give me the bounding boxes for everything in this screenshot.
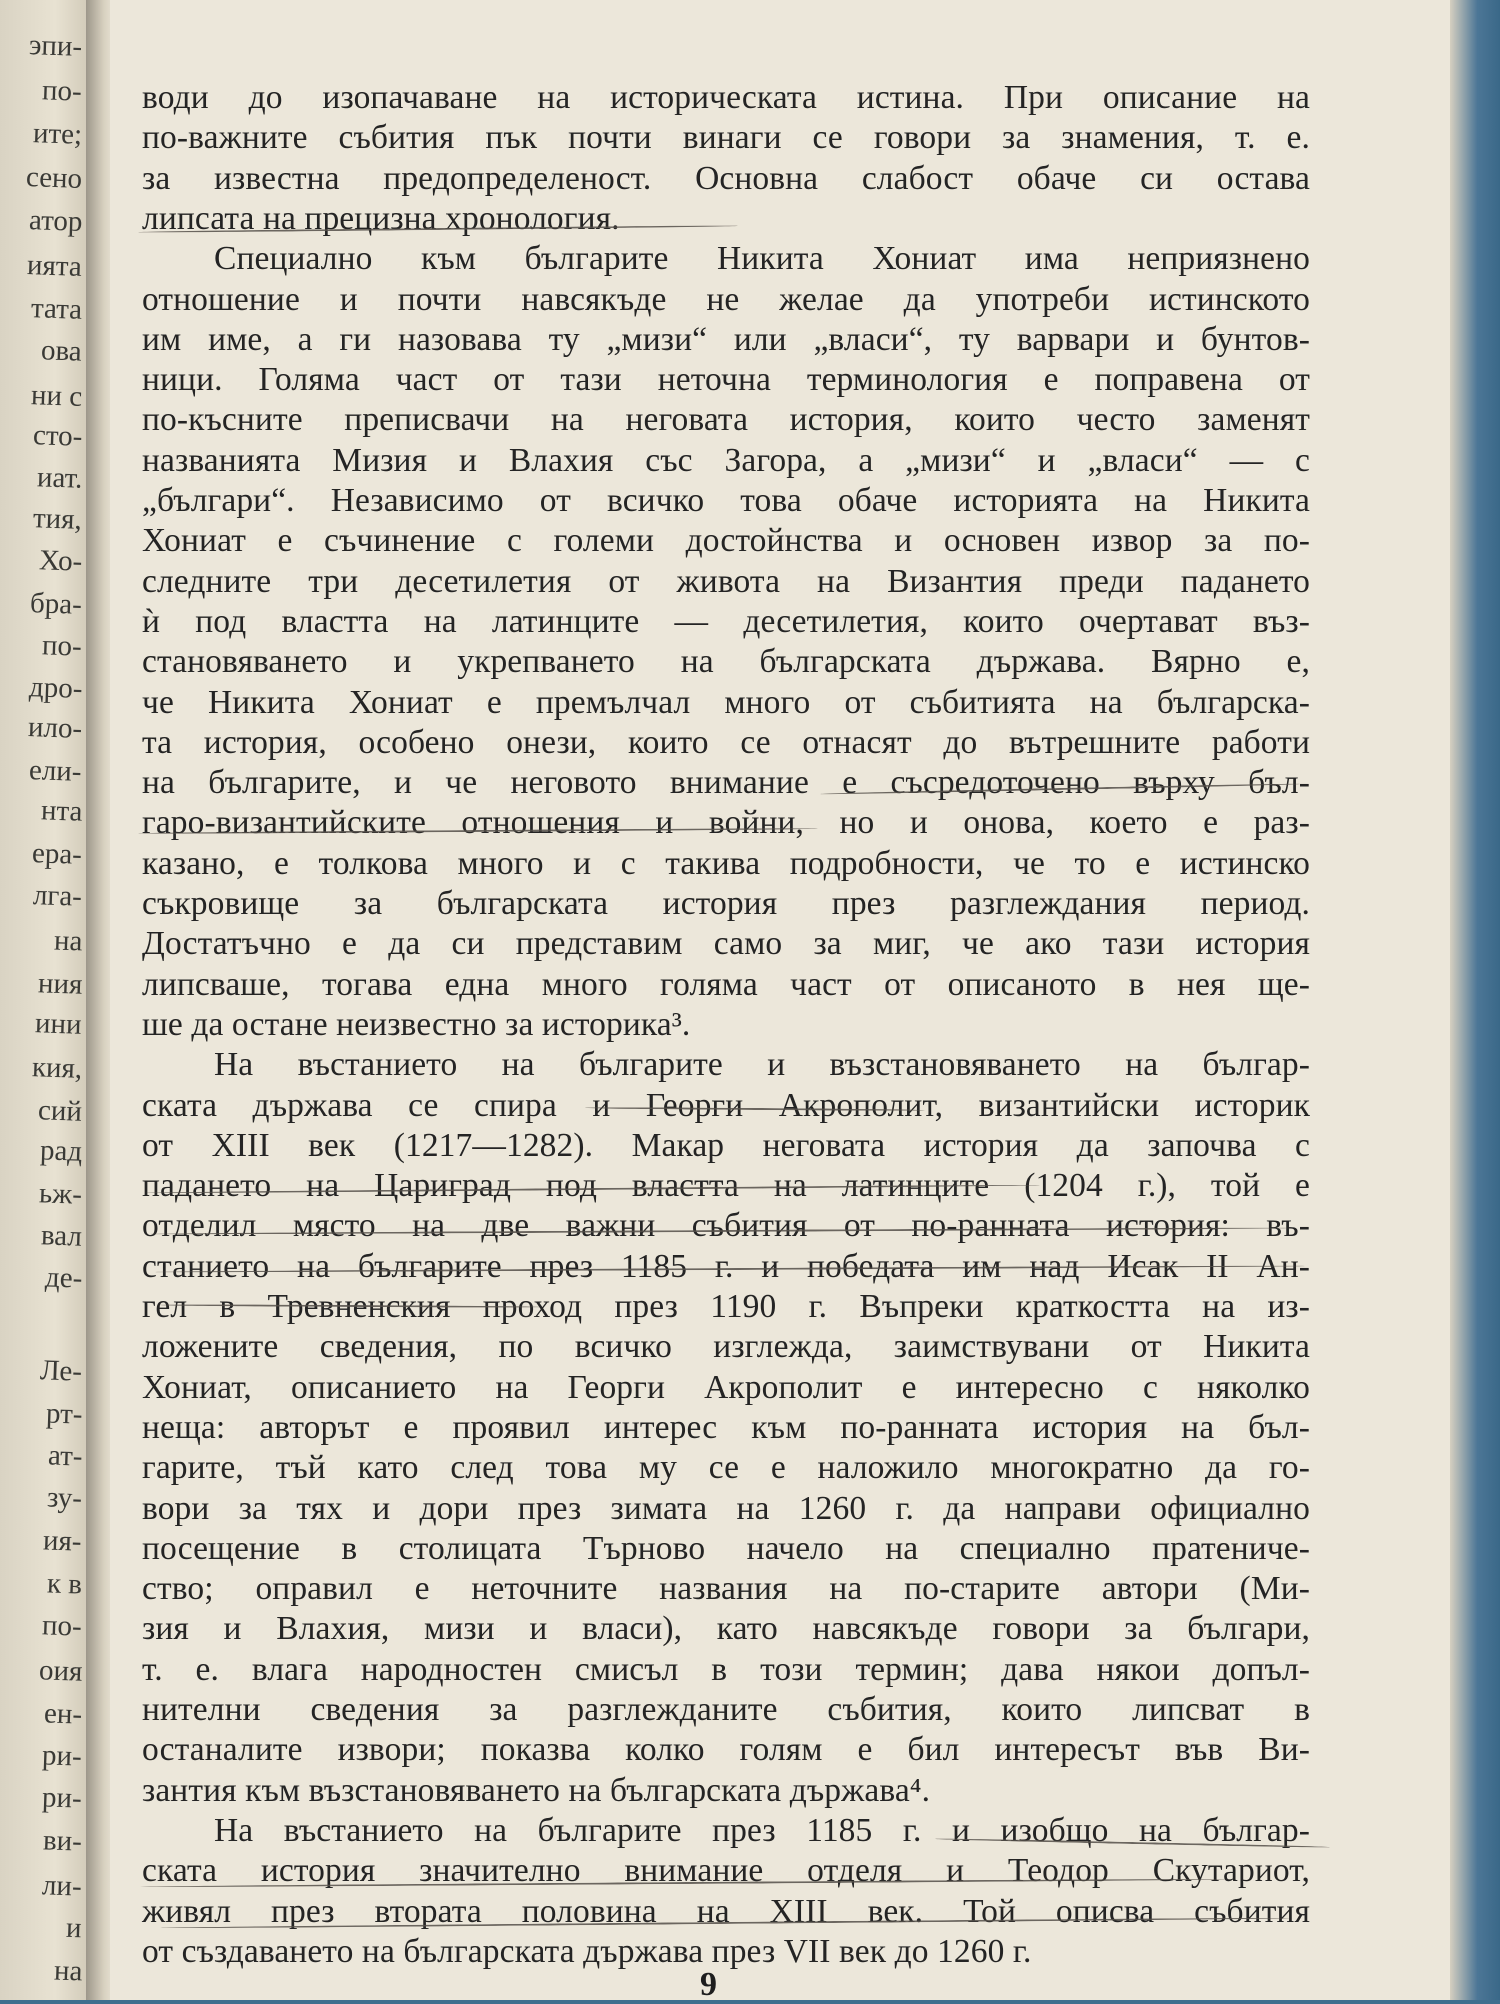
left-page-fragment: и <box>65 1911 83 1945</box>
text-line: отделил място на две важни събития от по-ранната история: въ- <box>142 1207 1310 1245</box>
left-page-fragment: ен- <box>43 1697 83 1731</box>
text-line: останалите извори; показва колко голям е бил интересът във Ви- <box>142 1731 1310 1769</box>
text-line: „българи“. Независимо от всичко това обаче историята на Никита <box>142 482 1310 519</box>
text-line: отношение и почти навсякъде не желае да употреби истинското <box>142 280 1310 318</box>
text-line: гарите, тъй като след това му се е наложило многократно да го- <box>142 1449 1310 1487</box>
text-line: Специално към българите Никита Хониат има неприязнено <box>214 240 1310 278</box>
left-page-fragment: ията <box>26 249 83 283</box>
left-page-fragment: ви- <box>42 1824 83 1858</box>
page-number: 9 <box>700 1966 717 2003</box>
text-line: за известна предопределеност. Основна слабост обаче си остава <box>142 159 1310 197</box>
text-line: ѝ под властта на латинците — десетилетия, които очертават въз- <box>142 602 1310 640</box>
text-line: т. е. влага народностен смисъл в този термин; дава някои допъл- <box>142 1650 1310 1688</box>
text-line: ската история значително внимание отделя и Теодор Скутариот, <box>142 1852 1310 1890</box>
text-line: та история, особено онези, които се отнасят до вътрешните работи <box>142 723 1310 761</box>
left-page-fragment: по- <box>41 74 83 108</box>
left-page-fragment: по- <box>41 629 83 663</box>
text-line: Хониат, описанието на Георги Акрополит е интересно с няколко <box>142 1368 1310 1406</box>
left-page-fragment: вал <box>40 1219 83 1253</box>
text-line: по-късните преписвачи на неговата история, които често заменят <box>142 401 1310 439</box>
left-page-fragment: атор <box>28 204 83 238</box>
left-page-fragment: сий <box>37 1094 83 1128</box>
left-page-fragment: ини <box>34 1007 83 1041</box>
left-page-fragment: на <box>53 1954 83 1988</box>
text-line: На въстанието на българите и възстановяването на българ- <box>214 1046 1310 1084</box>
text-line: Достатъчно е да си представим само за миг, че ако тази история <box>142 925 1310 963</box>
left-page-fragment: Хо- <box>38 544 83 578</box>
left-page-fragment: ат- <box>47 1439 83 1473</box>
left-page-fragment: ния <box>37 967 83 1001</box>
left-page-fragment: лга- <box>32 879 83 913</box>
text-line: зия и Влахия, мизи и власи), като навсякъде говори за българи, <box>142 1610 1310 1648</box>
left-page-fragment: оия <box>38 1654 83 1688</box>
left-page-fragment: ова <box>40 334 83 368</box>
text-line: им име, а ги назовава ту „мизи“ или „власи“, ту варвари и бунтов- <box>142 320 1310 358</box>
text-line: На въстанието на българите през 1185 г. и изобщо на българ- <box>214 1811 1310 1849</box>
left-page-fragment: де- <box>44 1261 83 1295</box>
left-page-fragment: эпи- <box>28 29 83 63</box>
text-line: зантия към възстановяването на българската държава⁴. <box>142 1771 931 1809</box>
left-page-fragment: тата <box>30 292 83 326</box>
text-line: от създаването на българската държава през VII век до 1260 г. <box>142 1932 1032 1970</box>
left-page-fragment: к в <box>46 1567 83 1601</box>
left-page-fragment: нта <box>40 794 83 828</box>
left-page-fragment: дро- <box>28 671 83 705</box>
left-page-fragment: рт- <box>45 1397 83 1431</box>
left-page-fragment: кия, <box>31 1051 83 1085</box>
text-line: вори за тях и дори през зимата на 1260 г. да направи официално <box>142 1489 1310 1527</box>
text-line: живял през втората половина на XIII век. Той описва събития <box>142 1892 1310 1930</box>
text-line: съкровище за българската история през разглеждания период. <box>142 885 1310 922</box>
left-page-fragment: ли- <box>41 1869 83 1903</box>
left-page-fragment: ера- <box>31 837 83 871</box>
text-line: ската държава се спира и Георги Акрополит, византийски историк <box>142 1086 1310 1124</box>
text-line: становяването и укрепването на българската държава. Вярно е, <box>142 643 1310 681</box>
text-line: неща: авторът е проявил интерес към по-ранната история на бъл- <box>142 1408 1310 1446</box>
left-page-fragment: по- <box>41 1609 83 1643</box>
text-line: ше да остане неизвестно за историка³. <box>142 1005 691 1043</box>
left-page-fragment: ели- <box>28 754 83 788</box>
text-line: станието на българите през 1185 г. и победата им над Исак II Ан- <box>142 1247 1310 1285</box>
left-page-fragment: тия, <box>32 502 83 536</box>
text-line: по-важните събития пък почти винаги се говори за знамения, т. е. <box>142 119 1310 157</box>
left-page-fragment: ите; <box>32 117 83 151</box>
left-page-fragment: зу- <box>46 1481 83 1515</box>
left-page-fragment: ия- <box>42 1524 83 1558</box>
left-page-fragment: ри- <box>41 1739 83 1773</box>
text-line: названията Мизия и Влахия със Загора, а „мизи“ и „власи“ — с <box>142 441 1310 479</box>
text-line: ници. Голяма част от тази неточна терминология е поправена от <box>142 361 1310 399</box>
text-line: нителни сведения за разглежданите събития, които липсват в <box>142 1691 1310 1728</box>
left-page-fragment: ьж- <box>38 1177 83 1211</box>
text-line: посещение в столицата Търново начело на специално пратеничe- <box>142 1529 1310 1567</box>
text-line: липсваше, тогава една много голяма част от описаното в нея ще- <box>142 965 1310 1003</box>
text-line: липсата на прецизна хронология. <box>142 199 620 237</box>
text-line: падането на Цариград под властта на латинците (1204 г.), той е <box>142 1167 1310 1205</box>
text-line: на българите, и че неговото внимание е съсредоточено върху бъл- <box>142 764 1310 802</box>
text-line: води до изопачаване на историческата истина. При описание на <box>142 79 1310 116</box>
left-page-edge <box>0 0 92 2000</box>
left-page-fragment: сто- <box>32 419 83 453</box>
left-page-fragment: на <box>53 924 83 958</box>
text-line: гаро-византийските отношения и войни, но и онова, което е раз- <box>142 804 1310 842</box>
page-edge-background <box>1450 0 1500 2000</box>
left-page-fragment: ило- <box>27 711 83 745</box>
text-line: ложените сведения, по всичко изглежда, заимствувани от Никита <box>142 1328 1310 1366</box>
text-line: гел в Тревненския проход през 1190 г. Въпреки краткостта на из- <box>142 1288 1310 1325</box>
left-page-fragment: бра- <box>29 587 83 621</box>
text-line: ство; оправил е неточните названия на по-старите автори (Ми- <box>142 1570 1310 1608</box>
text-line: казано, е толкова много и с такива подробности, че то е истинско <box>142 844 1310 882</box>
left-page-fragment: Ле- <box>39 1354 83 1388</box>
left-page-fragment: сено <box>25 161 83 195</box>
text-line: че Никита Хониат е премълчал много от събитията на българска- <box>142 683 1310 721</box>
text-line: от XIII век (1217—1282). Макар неговата история да започва с <box>142 1126 1310 1164</box>
text-line: Хониат е съчинение с големи достойнства и основен извор за по- <box>142 522 1310 560</box>
text-line: следните три десетилетия от живота на Византия преди падането <box>142 562 1310 600</box>
left-page-fragment: рад <box>39 1134 83 1168</box>
left-page-fragment: ни с <box>30 379 83 413</box>
left-page-fragment: ри- <box>41 1781 83 1815</box>
left-page-fragment: иат. <box>36 461 83 495</box>
